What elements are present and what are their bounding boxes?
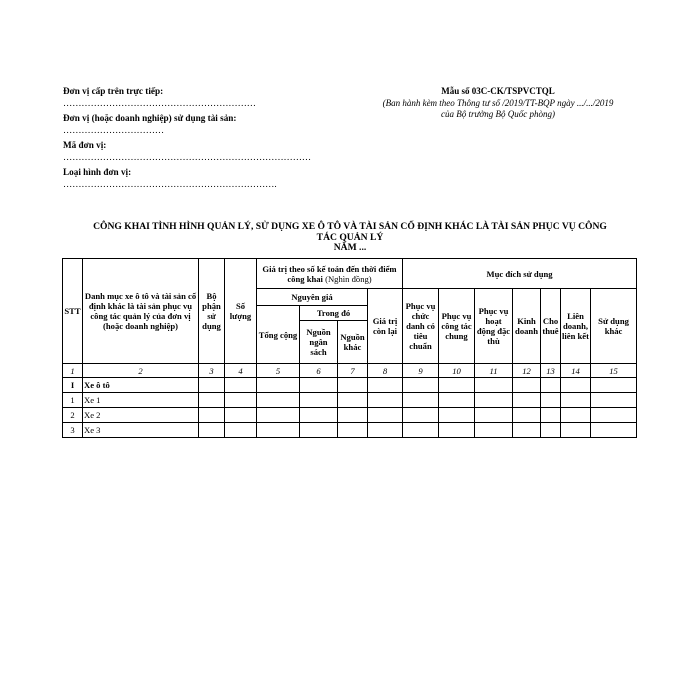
title-line-3: NĂM ... [333, 242, 367, 253]
row-name: Xe 3 [83, 423, 199, 438]
header-general-service: Phục vụ công tác chung [439, 289, 475, 364]
unit-type-dots: ……………………………………………………………. [63, 178, 277, 189]
row-name: Xe ô tô [83, 378, 199, 393]
header-special-service: Phục vụ hoạt động đặc thù [475, 289, 513, 364]
parent-unit-label: Đơn vị cấp trên trực tiếp: [63, 86, 164, 96]
row-stt: 2 [63, 408, 83, 423]
header-budget-source: Nguồn ngân sách [300, 321, 338, 364]
unit-code-label: Mã đơn vị: [63, 140, 107, 150]
header-remaining-value: Giá trị còn lại [368, 289, 403, 364]
column-number-row [63, 364, 637, 378]
col-number: 1 [63, 364, 83, 378]
col-number: 7 [338, 364, 368, 378]
table-row [63, 393, 637, 408]
header-stt: STT [63, 259, 83, 364]
col-number: 9 [403, 364, 439, 378]
col-number: 11 [475, 364, 513, 378]
table-row [63, 378, 637, 393]
col-number: 5 [257, 364, 300, 378]
row-name: Xe 1 [83, 393, 199, 408]
using-unit-label: Đơn vị (hoặc doanh nghiệp) sử dụng tài sản: [63, 113, 237, 123]
row-stt: 1 [63, 393, 83, 408]
header-asset-list: Danh mục xe ô tô và tài sản cố định khác là tài sản phục vụ công tác quản lý của đơn vị (hoặc doanh nghiệp) [83, 259, 199, 364]
parent-unit-dots: ……………………………………………………… [63, 97, 256, 108]
unit-info-block [63, 86, 363, 190]
header-of-which: Trong đó [300, 306, 368, 321]
unit-code-dots: ……………………………………………………………………… [63, 151, 312, 162]
header-purpose: Mục đích sử dụng [403, 259, 637, 289]
row-stt: I [63, 378, 83, 393]
col-number: 8 [368, 364, 403, 378]
row-stt: 3 [63, 423, 83, 438]
header-book-value-text: Giá trị theo số kế toán đến thời điểm công khai [262, 263, 397, 284]
col-number: 3 [199, 364, 225, 378]
header-business: Kinh doanh [513, 289, 541, 364]
header-quantity: Số lượng [225, 259, 257, 364]
col-number: 15 [591, 364, 637, 378]
using-unit-dots: …………………………… [63, 124, 165, 135]
row-name: Xe 2 [83, 408, 199, 423]
header-joint-venture: Liên doanh, liên kết [561, 289, 591, 364]
col-number: 14 [561, 364, 591, 378]
header-original-cost: Nguyên giá [257, 289, 368, 306]
header-total: Tổng cộng [257, 306, 300, 364]
col-number: 10 [439, 364, 475, 378]
asset-table [62, 258, 637, 438]
table-row [63, 408, 637, 423]
col-number: 13 [541, 364, 561, 378]
issued-line-1: (Ban hành kèm theo Thông tư số /2019/TT-BQP ngày .../.../2019 [382, 97, 614, 108]
header-rental: Cho thuê [541, 289, 561, 364]
header-other-use: Sử dụng khác [591, 289, 637, 364]
col-number: 12 [513, 364, 541, 378]
header-book-value [257, 259, 403, 289]
col-number: 2 [83, 364, 199, 378]
header-title-service: Phục vụ chức danh có tiêu chuẩn [403, 289, 439, 364]
unit-type-label: Loại hình đơn vị: [63, 167, 132, 177]
col-number: 4 [225, 364, 257, 378]
form-info-block [348, 86, 648, 121]
title-line-2: TÁC QUẢN LÝ [316, 231, 384, 243]
form-number: Mẫu số 03C-CK/TSPVCTQL [441, 86, 555, 96]
header-other-source: Nguồn khác [338, 321, 368, 364]
header-book-value-unit: (Nghìn đồng) [325, 273, 372, 284]
col-number: 6 [300, 364, 338, 378]
title-line-1: CÔNG KHAI TÌNH HÌNH QUẢN LÝ, SỬ DỤNG XE Ô TÔ VÀ TÀI SẢN CỐ ĐỊNH KHÁC LÀ TÀI SẢN PHỤC VỤ CÔNG [93, 221, 607, 232]
table-row [63, 423, 637, 438]
header-department: Bộ phận sử dụng [199, 259, 225, 364]
page-title [60, 222, 640, 254]
issued-line-2: của Bộ trưởng Bộ Quốc phòng) [441, 109, 555, 119]
